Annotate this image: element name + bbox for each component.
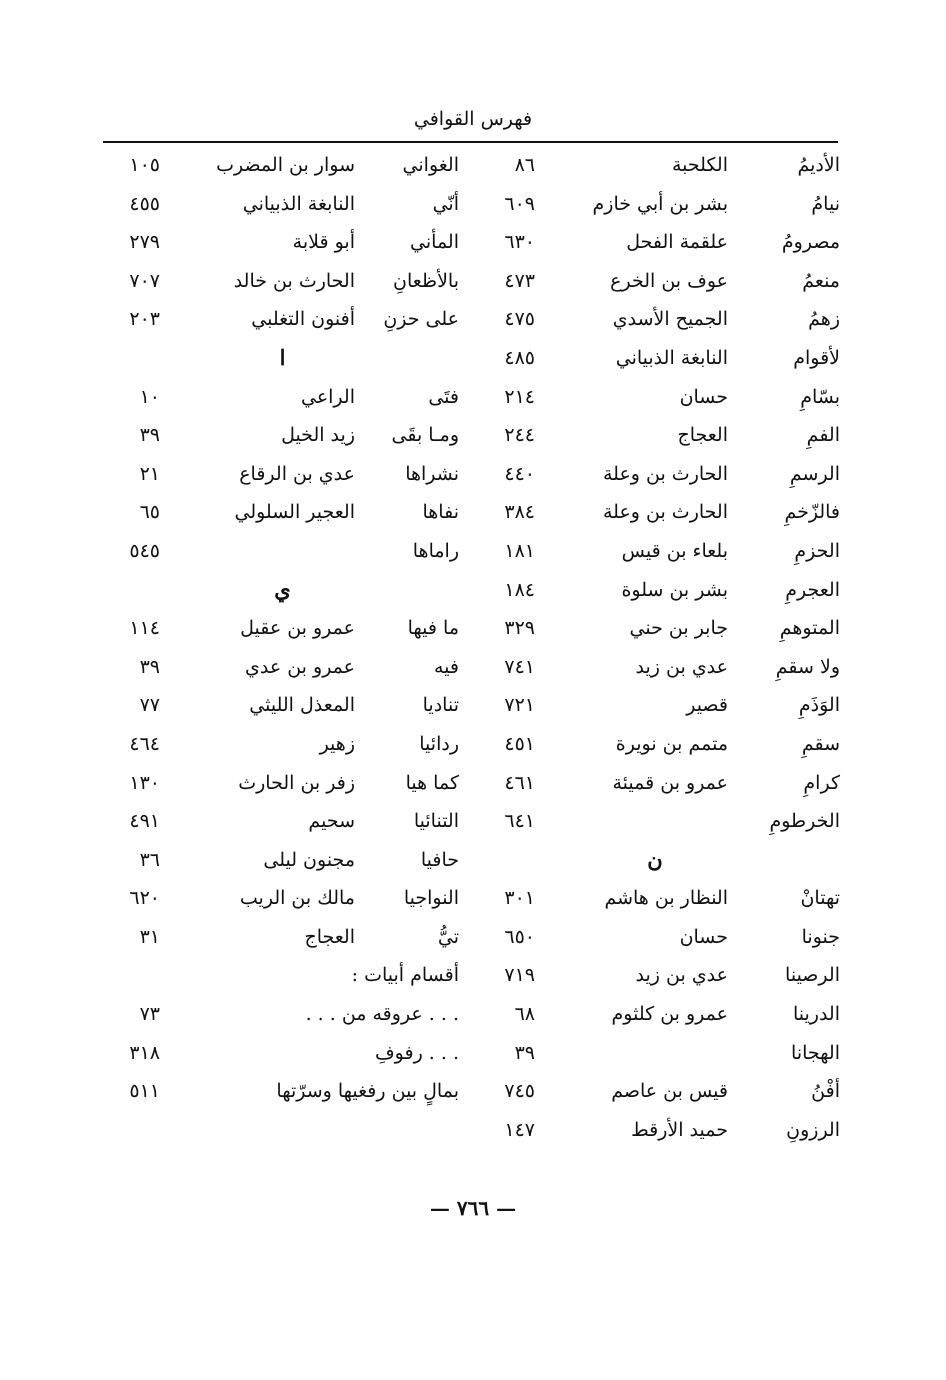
index-entry (470, 995, 840, 1034)
index-entry (470, 223, 840, 262)
poet-name: زفر بن الحارث (238, 771, 355, 794)
poet-name: مالك بن الريب (239, 887, 355, 910)
poet-name: سحيم (308, 810, 355, 833)
page-ref: ٧٤٥ (504, 1080, 535, 1103)
page-ref: ١٠٥ (129, 154, 160, 176)
poet-name: عمرو بن قميئة (612, 771, 728, 794)
rhyme-word: كما هيا (405, 771, 459, 794)
page-number: — ٧٦٦ — (429, 1196, 517, 1220)
page-ref: ١٠ (139, 385, 160, 408)
index-entry (470, 802, 840, 841)
index-entry (470, 725, 840, 764)
rhyme-word: الفمِ (806, 424, 840, 447)
rhyme-word: على حزنِ (383, 308, 459, 331)
rhyme-word: نيامُ (811, 192, 840, 215)
rhyme-word: الخرطومِ (769, 810, 840, 833)
index-entry (470, 648, 840, 687)
poet-name: قيس بن عاصم (611, 1080, 728, 1103)
page-ref: ٦٥ (139, 501, 160, 524)
index-entry (100, 725, 465, 764)
page-ref: ٧٠٧ (129, 269, 160, 292)
poet-name: العجاج (677, 424, 728, 447)
index-entry (100, 879, 465, 918)
page-ref: ٢٠٣ (129, 308, 160, 331)
index-entry (100, 262, 465, 301)
index-entry (100, 995, 465, 1034)
page-ref: ٧٣ (139, 1003, 160, 1026)
index-entry (470, 146, 840, 185)
poet-name: علقمة الفحل (626, 231, 728, 254)
rhyme-word: بسّامِ (800, 385, 840, 408)
rhyme-word: . . . رفوفِ (374, 1041, 459, 1064)
index-entry (470, 416, 840, 455)
page-ref: ٤٥١ (504, 732, 535, 755)
rhyme-word: الغواني (402, 154, 459, 176)
poet-name: العجير السلولي (234, 501, 355, 524)
page-header: فهرس القوافي (413, 108, 533, 130)
page-ref: ٧٧ (139, 694, 160, 717)
rhyme-word: حافيا (420, 848, 459, 871)
rhyme-word: كرامِ (803, 771, 840, 794)
index-entry (100, 1034, 465, 1073)
rhyme-word: راماها (412, 539, 459, 562)
poet-name: سوار بن المضرب (216, 154, 355, 176)
rhyme-word: العجرمِ (785, 578, 840, 601)
rhyme-word: فالزّخمِ (784, 501, 840, 524)
rhyme-word: زهمُ (808, 308, 840, 331)
rhyme-word: النواجيا (403, 887, 459, 910)
page-ref: ٧٢١ (504, 694, 535, 717)
index-entry (100, 378, 465, 417)
rhyme-word: تهتانْ (800, 887, 840, 910)
page-ref: ٣٦ (139, 848, 160, 871)
page-ref: ٤٦١ (504, 771, 535, 794)
index-entry (470, 918, 840, 957)
page-ref: ٦٢٠ (129, 887, 160, 910)
rhyme-word: أنّي (432, 192, 459, 215)
index-entry (100, 532, 465, 571)
poet-name: بلعاء بن قيس (621, 539, 728, 562)
index-entry (100, 1072, 465, 1111)
poet-name: النظار بن هاشم (604, 887, 728, 910)
rhyme-word: الهجانا (791, 1041, 840, 1064)
rhyme-word: الرزونِ (786, 1118, 840, 1141)
poet-name: عدي بن زيد (635, 655, 728, 678)
poet-name: قصير (686, 694, 728, 717)
poet-name: المعذل الليثي (249, 694, 355, 717)
rhyme-word: ما فيها (407, 617, 459, 640)
poet-name: عمرو بن عدي (245, 655, 355, 678)
index-entry (100, 918, 465, 957)
rhyme-word: الرسمِ (789, 462, 840, 485)
index-entry (100, 609, 465, 648)
page-ref: ٤٥٥ (129, 192, 160, 215)
rhyme-word: المتوهمِ (779, 617, 840, 640)
page-ref: ٦٣٠ (504, 231, 535, 254)
page-ref: ٦٥٠ (504, 925, 535, 948)
page-ref: ٣٩ (514, 1041, 535, 1064)
rhyme-word: بالأظعانِ (393, 269, 459, 292)
index-entry (470, 339, 840, 378)
rhyme-word: ردائيا (419, 732, 459, 755)
poet-name: الجميح الأسدي (612, 308, 728, 331)
page-ref: ٦٤١ (504, 810, 535, 833)
poet-name: عدي بن الرقاع (239, 462, 355, 485)
index-entry (100, 416, 465, 455)
index-entry (100, 455, 465, 494)
page-ref: ١٤٧ (504, 1118, 535, 1141)
rhyme-word: التنائيا (413, 810, 459, 833)
index-entry (470, 1072, 840, 1111)
page-ref: ٤٧٣ (504, 269, 535, 292)
rhyme-word: الوَذَمِ (798, 694, 840, 717)
page-ref: ٤٤٠ (504, 462, 535, 485)
index-entry (470, 493, 840, 532)
index-entry (100, 648, 465, 687)
right-column (470, 146, 840, 1149)
poet-name: عدي بن زيد (635, 964, 728, 987)
index-entry (470, 686, 840, 725)
index-entry (470, 764, 840, 803)
page-ref: ٧١٩ (504, 964, 535, 987)
poet-name: جابر بن حني (629, 617, 728, 640)
page-ref: ٧٤١ (504, 655, 535, 678)
rhyme-word: نشراها (405, 462, 459, 485)
poet-name: زيد الخيل (281, 424, 355, 447)
page-ref: ٣١ (139, 925, 160, 948)
page-ref: ٣٨٤ (504, 501, 535, 524)
poet-name: بشر بن سلوة (621, 578, 728, 601)
rhyme-word: ومـا بقَى (391, 424, 459, 447)
poet-name: متمم بن نويرة (615, 732, 728, 755)
index-entry (470, 378, 840, 417)
rhyme-word: الدرينا (792, 1003, 840, 1026)
index-entry (470, 455, 840, 494)
poet-name: أفنون التغلبي (251, 308, 355, 331)
section-letter: ي (274, 576, 291, 602)
rhyme-word: تناديا (422, 694, 459, 717)
page-ref: ٤٩١ (129, 810, 160, 833)
page-ref: ١١٤ (129, 617, 160, 640)
index-entry (470, 1111, 840, 1150)
poet-name: عمرو بن كلثوم (611, 1003, 728, 1026)
index-entry (470, 185, 840, 224)
poet-name: النابغة الذبياني (615, 346, 728, 369)
page-ref: ٣٢٩ (504, 617, 535, 640)
poet-name: حميد الأرقط (631, 1118, 728, 1141)
poet-name: مجنون ليلى (263, 848, 355, 871)
note-row (100, 956, 465, 995)
rhyme-word: مصرومُ (781, 231, 840, 254)
poet-name: حسان (679, 925, 728, 948)
index-entry (470, 1034, 840, 1073)
index-entry (470, 571, 840, 610)
page-ref: ٥١١ (129, 1080, 160, 1103)
page-ref: ٤٦٤ (129, 732, 160, 755)
poet-name: العجاج (304, 925, 355, 948)
rhyme-word: الرصينا (785, 964, 840, 987)
index-entry (100, 146, 465, 185)
rhyme-word: فيه (433, 655, 459, 678)
page-ref: ٢١ (139, 462, 160, 485)
poet-name: الحارث بن وعلة (602, 501, 728, 524)
page-ref: ٣١٨ (129, 1041, 160, 1064)
note-text: أقسام أبيات : (351, 964, 459, 987)
page-ref: ٤٨٥ (504, 346, 535, 369)
section-letter: ا (279, 344, 286, 370)
index-entry (470, 300, 840, 339)
rhyme-word: منعمُ (802, 269, 840, 292)
header-rule (103, 141, 838, 143)
poet-name: النابغة الذبياني (242, 192, 355, 215)
poet-name: زهير (319, 732, 355, 755)
page-ref: ٣٠١ (504, 887, 535, 910)
page-ref: ٣٩ (139, 424, 160, 447)
index-entry (470, 609, 840, 648)
poet-name: أبو قلابة (292, 231, 355, 254)
rhyme-word: أفْنُ (811, 1080, 840, 1103)
poet-name: حسان (679, 385, 728, 408)
rhyme-word: الحزمِ (794, 539, 840, 562)
poet-name: عمرو بن عقيل (240, 617, 355, 640)
page-ref: ٨٦ (514, 154, 535, 176)
index-entry (100, 686, 465, 725)
rhyme-word: الأديمُ (797, 154, 840, 176)
page-ref: ٥٤٥ (129, 539, 160, 562)
rhyme-word: لأقوام (793, 346, 840, 369)
index-entry (100, 841, 465, 880)
rhyme-word: ولا سقمِ (775, 655, 840, 678)
index-entry (100, 223, 465, 262)
page-ref: ٢٤٤ (504, 424, 535, 447)
rhyme-word: المأني (410, 231, 459, 254)
poet-name: بشر بن أبي خازم (592, 192, 728, 215)
poet-name: الحارث بن وعلة (602, 462, 728, 485)
left-column (100, 146, 465, 1111)
poet-name: عوف بن الخرع (610, 269, 728, 292)
rhyme-word: . . . عروقه من . . . (305, 1003, 459, 1026)
rhyme-word: فتَى (428, 385, 459, 408)
index-entry (100, 185, 465, 224)
index-entry (470, 956, 840, 995)
poet-name: الراعي (300, 385, 355, 408)
index-entry (100, 802, 465, 841)
page-ref: ٣٩ (139, 655, 160, 678)
page-ref: ١٨٤ (504, 578, 535, 601)
poet-name: الحارث بن خالد (233, 269, 355, 292)
rhyme-word: بمالٍ بين رفغيها وسرّتها (276, 1080, 459, 1103)
index-entry (100, 300, 465, 339)
page-ref: ٤٧٥ (504, 308, 535, 331)
index-entry (100, 493, 465, 532)
section-letter: ن (647, 846, 663, 872)
page-ref: ٢١٤ (504, 385, 535, 408)
index-entry (470, 532, 840, 571)
rhyme-word: تيُّ (437, 925, 459, 948)
poet-name: الكلحبة (671, 154, 728, 176)
index-entry (470, 879, 840, 918)
rhyme-word: نفاها (422, 501, 459, 524)
rhyme-word: سقمِ (801, 732, 840, 755)
page-ref: ١٣٠ (129, 771, 160, 794)
page-ref: ١٨١ (504, 539, 535, 562)
rhyme-word: جنونا (801, 925, 840, 948)
page-ref: ٦٨ (514, 1003, 535, 1026)
index-entry (470, 262, 840, 301)
page-ref: ٢٧٩ (129, 231, 160, 254)
page-ref: ٦٠٩ (504, 192, 535, 215)
index-entry (100, 764, 465, 803)
